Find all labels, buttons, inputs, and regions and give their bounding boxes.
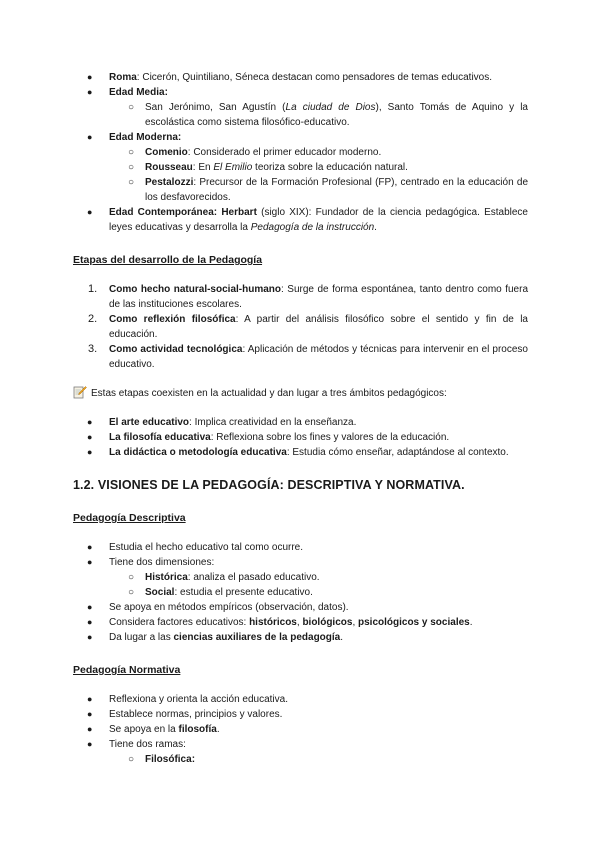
list-item [73,205,528,235]
item-text: : Surge de forma espontánea, tanto dentro como fuera de las instituciones escolares. [109,284,529,310]
sublist [109,570,528,600]
list-item [73,130,528,205]
descriptiva-heading: Pedagogía Descriptiva [73,512,186,524]
list-item [73,445,528,460]
item-text: : Considerado el primer educador moderno. [187,147,382,158]
item-label: El arte educativo [109,417,190,428]
item-text: : Reflexiona sobre los fines y valores de la educación. [210,432,450,443]
list-item [73,630,528,645]
bullet-icon: ● [87,417,93,427]
bullet-icon: ● [87,207,93,217]
item-text: : Cicerón, Quintiliano, Séneca destacan como pensadores de temas educativos. [136,72,493,83]
item-label: históricos [249,617,297,628]
item-text: : [191,754,196,765]
etapas-list [73,282,528,372]
item-text: . [469,617,473,628]
item-label: Como actividad tecnológica [109,344,243,355]
item-text: Da lugar a las [109,632,174,643]
bullet-icon: ● [87,432,93,442]
bullet-icon: ● [87,739,93,749]
item-text: : [164,87,168,98]
item-label: Roma [109,72,137,83]
list-item [73,555,528,600]
item-text: Tiene dos dimensiones: [109,557,215,568]
item-text: : A partir del análisis filosófico sobre el sentido y fin de la educación. [109,314,528,340]
item-text: : analiza el pasado educativo. [187,572,320,583]
bullet-icon: ● [87,87,93,97]
bullet-icon: ● [87,132,93,142]
item-text: : Implica creatividad en la enseñanza. [189,417,357,428]
item-text: : Estudia cómo enseñar, adaptándose al contexto. [286,447,509,458]
item-text: : estudia el presente educativo. [174,587,313,598]
bullet-icon: ● [87,72,93,82]
bullet-icon: ● [87,602,93,612]
hollow-bullet-icon: ○ [128,102,135,113]
list-item [73,85,528,130]
history-list [73,70,528,235]
item-text: Se apoya en la [109,724,179,735]
item-label: psicológicos y sociales [358,617,470,628]
list-item [73,600,528,615]
item-number: 1. [88,283,98,295]
bullet-icon: ● [87,542,93,552]
note-text: Estas etapas coexisten en la actualidad y dan lugar a tres ámbitos pedagógicos: [91,388,447,399]
item-text: . [374,222,377,233]
item-italic: El Emilio [213,162,253,173]
numbered-item [73,282,528,312]
item-text: : Precursor de la Formación Profesional (FP), centrado en la educación de los desfavorecidos. [145,177,528,203]
sublist-item [109,752,528,767]
list-item [73,722,528,737]
bullet-icon: ● [87,724,93,734]
list-item [73,415,528,430]
item-text: teoriza sobre la educación natural. [252,162,408,173]
item-label: ciencias auxiliares de la pedagogía [173,632,341,643]
item-number: 3. [88,343,98,355]
bullet-icon: ● [87,617,93,627]
item-text: (siglo XIX): Fundador de la ciencia pedagógica. Establece leyes educativas y desarrolla la [109,207,528,233]
normativa-list [73,692,528,767]
item-text: , [352,617,358,628]
item-label: La filosofía educativa [109,432,211,443]
item-label: Como reflexión filosófica [109,314,236,325]
list-item [73,615,528,630]
item-label: Edad Media [109,87,165,98]
item-label: Social [145,587,175,598]
sublist-item [109,175,528,205]
list-item [73,430,528,445]
sublist-item [109,585,528,600]
item-text: . [216,724,220,735]
item-text: . [340,632,344,643]
bullet-icon: ● [87,709,93,719]
item-label: Como hecho natural-social-humano [109,284,282,295]
normativa-heading: Pedagogía Normativa [73,664,181,676]
hollow-bullet-icon: ○ [128,587,135,598]
item-text: Reflexiona y orienta la acción educativa. [109,694,288,705]
item-text: : Aplicación de métodos y técnicas para intervenir en el proceso educativo. [109,344,528,370]
list-item [73,707,528,722]
sublist [109,752,528,767]
item-text: Se apoya en métodos empíricos (observación, datos). [109,602,349,613]
numbered-item [73,342,528,372]
sublist [109,100,528,130]
item-text: San Jerónimo, San Agustín ( [145,102,286,113]
descriptiva-list [73,540,528,645]
bullet-icon: ● [87,557,93,567]
item-label: La didáctica o metodología educativa [109,447,287,458]
bullet-icon: ● [87,694,93,704]
item-text: ), Santo Tomás de Aquino y la escolástica como sistema filosófico-educativo. [145,102,528,128]
ambitos-list [73,415,528,460]
item-text: : [177,132,182,143]
item-text: Tiene dos ramas: [109,739,186,750]
item-label: Filosófica [145,754,192,765]
item-text: Establece normas, principios y valores. [109,709,283,720]
item-number: 2. [88,313,98,325]
item-label: biológicos [302,617,353,628]
list-item [73,692,528,707]
item-italic: Pedagogía de la instrucción [250,222,375,233]
item-text: : En [192,162,214,173]
hollow-bullet-icon: ○ [128,147,135,158]
note-line [73,386,528,401]
item-text: Estudia el hecho educativo tal como ocurre. [109,542,303,553]
numbered-item [73,312,528,342]
memo-pencil-icon [73,385,87,399]
sublist-item [109,570,528,585]
item-label: Pestalozzi [145,177,194,188]
item-italic: La ciudad de Dios [285,102,376,113]
hollow-bullet-icon: ○ [128,177,135,188]
item-label: filosofía [178,724,217,735]
list-item [73,540,528,555]
hollow-bullet-icon: ○ [128,754,135,765]
item-label: Edad Contemporánea: Herbart [109,207,257,218]
document-body [73,70,528,767]
sublist-item [109,160,528,175]
hollow-bullet-icon: ○ [128,162,135,173]
list-item [73,70,528,85]
sublist-item [109,145,528,160]
sublist [109,145,528,205]
sublist-item [109,100,528,130]
bullet-icon: ● [87,447,93,457]
section-title: 1.2. VISIONES DE LA PEDAGOGÍA: DESCRIPTIVA Y NORMATIVA. [73,478,465,492]
item-label: Edad Moderna [109,132,178,143]
item-label: Rousseau [145,162,193,173]
item-text: Considera factores educativos: [109,617,250,628]
item-label: Comenio [145,147,188,158]
bullet-icon: ● [87,632,93,642]
item-text: , [296,617,303,628]
item-label: Histórica [145,572,188,583]
hollow-bullet-icon: ○ [128,572,135,583]
list-item [73,737,528,767]
etapas-heading: Etapas del desarrollo de la Pedagogía [73,254,263,266]
